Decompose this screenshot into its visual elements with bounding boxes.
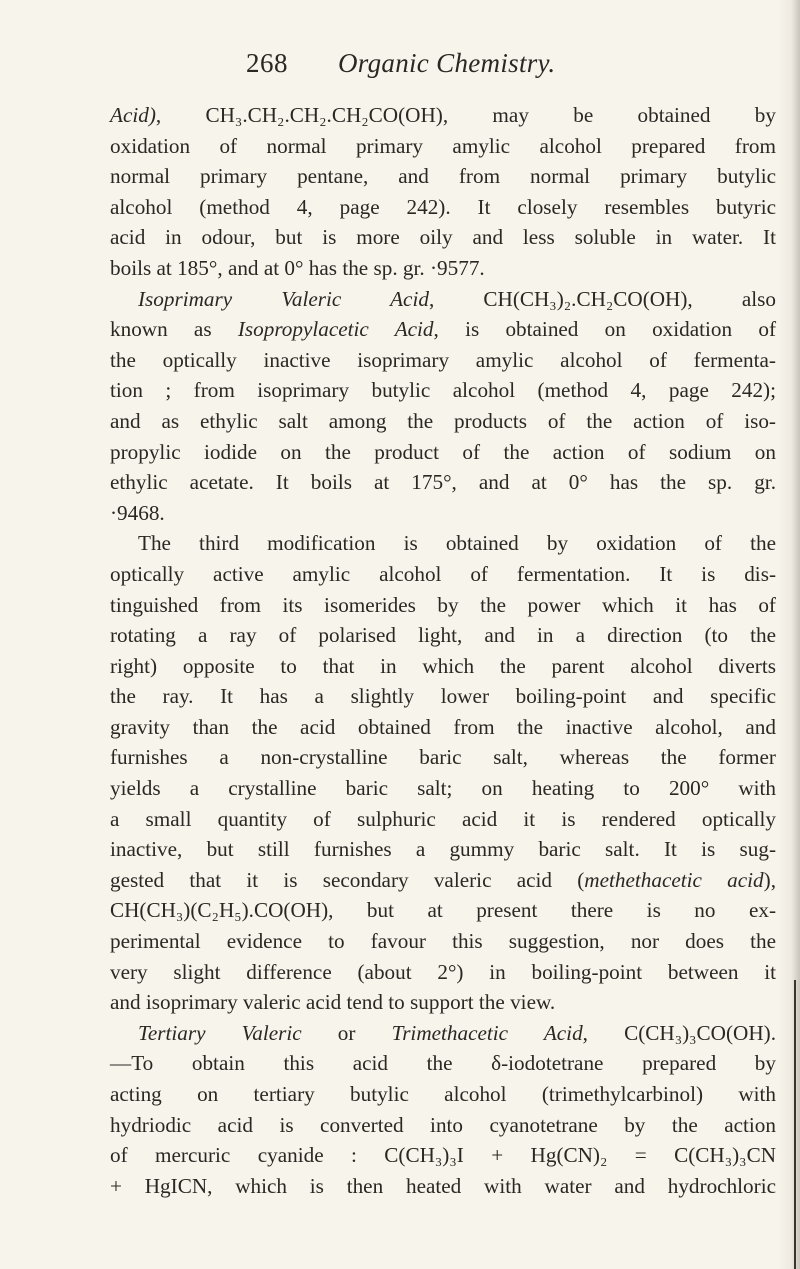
text-line: very slight difference (about 2°) in boiling-point between it bbox=[110, 959, 776, 984]
text-line: acting on tertiary butylic alcohol (trimethylcarbinol) with bbox=[110, 1082, 776, 1106]
text-line: Isoprimary Valeric Acid, CH(CH₃)₂.CH₂CO(OH), also bbox=[138, 286, 776, 311]
text-line: yields a crystalline baric salt; on heating to 200° with bbox=[110, 776, 776, 801]
text-line: inactive, but still furnishes a gummy baric salt. It is sug- bbox=[110, 837, 776, 862]
text-line: Acid), CH₃.CH₂.CH₂.CH₂CO(OH), may be obtained by bbox=[110, 103, 776, 127]
text-line: gested that it is secondary valeric acid (methethacetic acid), bbox=[110, 867, 776, 892]
text-line: The third modification is obtained by oxidation of the bbox=[138, 531, 776, 556]
text-line: perimental evidence to favour this suggestion, nor does the bbox=[110, 929, 776, 954]
text-line: of mercuric cyanide : C(CH₃)₃I + Hg(CN)₂ = C(CH₃)₃CN bbox=[110, 1143, 776, 1168]
text-line: Tertiary Valeric or Trimethacetic Acid, C(CH₃)₃CO(OH). bbox=[138, 1020, 776, 1045]
text-line: oxidation of normal primary amylic alcohol prepared from bbox=[110, 133, 776, 158]
running-head: Organic Chemistry. bbox=[338, 48, 556, 78]
text-line: furnishes a non-crystalline baric salt, whereas the former bbox=[110, 745, 776, 770]
text-line: acid in odour, but is more oily and less soluble in water. It bbox=[110, 225, 776, 250]
text-line: alcohol (method 4, page 242). It closely resembles butyric bbox=[110, 194, 776, 219]
text-line: optically active amylic alcohol of fermentation. It is dis- bbox=[110, 561, 776, 586]
text-line: ethylic acetate. It boils at 175°, and at 0° has the sp. gr. bbox=[110, 470, 776, 495]
page-header bbox=[246, 48, 746, 88]
text-line: propylic iodide on the product of the action of sodium on bbox=[110, 439, 776, 464]
text-line: and as ethylic salt among the products of the action of iso- bbox=[110, 408, 776, 433]
text-line: known as Isopropylacetic Acid, is obtained on oxidation of bbox=[110, 317, 777, 342]
page-edge-shadow bbox=[778, 0, 800, 1269]
text-line: tinguished from its isomerides by the power which it has of bbox=[110, 592, 776, 617]
text-line: CH(CH₃)(C₂H₅).CO(OH), but at present there is no ex- bbox=[110, 898, 776, 923]
text-line: boils at 185°, and at 0° has the sp. gr. ·9577. bbox=[110, 255, 485, 280]
text-line: the optically inactive isoprimary amylic alcohol of fermenta- bbox=[110, 347, 776, 372]
body-text bbox=[110, 100, 776, 1201]
text-line: normal primary pentane, and from normal primary butylic bbox=[110, 164, 776, 189]
text-line: rotating a ray of polarised light, and in a direction (to the bbox=[110, 623, 776, 648]
text-line: the ray. It has a slightly lower boiling-point and specific bbox=[110, 684, 776, 709]
text-line: tion ; from isoprimary butylic alcohol (method 4, page 242); bbox=[110, 378, 776, 403]
text-line: a small quantity of sulphuric acid it is rendered optically bbox=[110, 806, 776, 831]
text-line: right) opposite to that in which the parent alcohol diverts bbox=[110, 653, 776, 678]
text-line: —To obtain this acid the δ-iodotetrane prepared by bbox=[110, 1051, 776, 1076]
text-line: gravity than the acid obtained from the inactive alcohol, and bbox=[110, 714, 776, 739]
text-line: hydriodic acid is converted into cyanotetrane by the action bbox=[110, 1112, 776, 1137]
text-line: + HgICN, which is then heated with water and hydrochloric bbox=[110, 1173, 776, 1198]
page-number: 268 bbox=[246, 48, 288, 78]
text-line: and isoprimary valeric acid tend to support the view. bbox=[110, 990, 556, 1015]
text-line: ·9468. bbox=[110, 500, 165, 525]
